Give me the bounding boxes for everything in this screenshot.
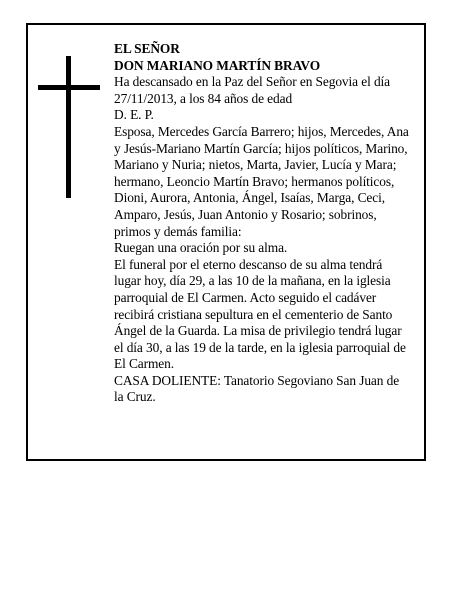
- obituary-text: [114, 41, 420, 406]
- funeral-home-line: la Cruz.: [114, 389, 156, 405]
- funeral-details-line: lugar hoy, día 29, a las 10 de la mañana, en la iglesia: [114, 273, 391, 289]
- obituary-notice: [26, 23, 426, 461]
- funeral-details-line: Ángel de la Guarda. La misa de privilegio tendrá lugar: [114, 323, 402, 339]
- funeral-details-line: parroquial de El Carmen. Acto seguido el cadáver: [114, 289, 377, 305]
- family-line: hermano, Leoncio Martín Bravo; hermanos políticos,: [114, 173, 395, 189]
- family-line: Dioni, Aurora, Antonia, Ángel, Isaías, Marga, Ceci,: [114, 190, 385, 206]
- family-line: Mariano y Nuria; nietos, Marta, Javier, Lucía y Mara;: [114, 157, 397, 173]
- funeral-details-line: recibirá cristiana sepultura en el cementerio de Santo: [114, 306, 393, 322]
- cross-horizontal-bar: [38, 85, 100, 90]
- death-date-age-line: 27/11/2013, a los 84 años de edad: [114, 90, 293, 106]
- funeral-details-line: el día 30, a las 19 de la tarde, en la iglesia parroquial de: [114, 339, 406, 355]
- cross-vertical-bar: [66, 56, 71, 198]
- funeral-home-line: CASA DOLIENTE: Tanatorio Segoviano San Juan de: [114, 372, 400, 388]
- rip-line: D. E. P.: [114, 107, 154, 123]
- funeral-details-line: El Carmen.: [114, 356, 174, 372]
- heading-title: EL SEÑOR: [114, 41, 180, 56]
- family-line: y Jesús-Mariano Martín García; hijos políticos, Marino,: [114, 140, 408, 156]
- family-line: Esposa, Mercedes García Barrero; hijos, Mercedes, Ana: [114, 123, 409, 139]
- family-line: Amparo, Jesús, Juan Antonio y Rosario; sobrinos,: [114, 206, 377, 222]
- death-announcement-line: Ha descansado en la Paz del Señor en Segovia el día: [114, 74, 391, 90]
- funeral-details-line: El funeral por el eterno descanso de su alma tendrá: [114, 256, 383, 272]
- prayer-request-line: Ruegan una oración por su alma.: [114, 240, 288, 256]
- family-line: primos y demás familia:: [114, 223, 242, 239]
- deceased-name: DON MARIANO MARTÍN BRAVO: [114, 57, 321, 73]
